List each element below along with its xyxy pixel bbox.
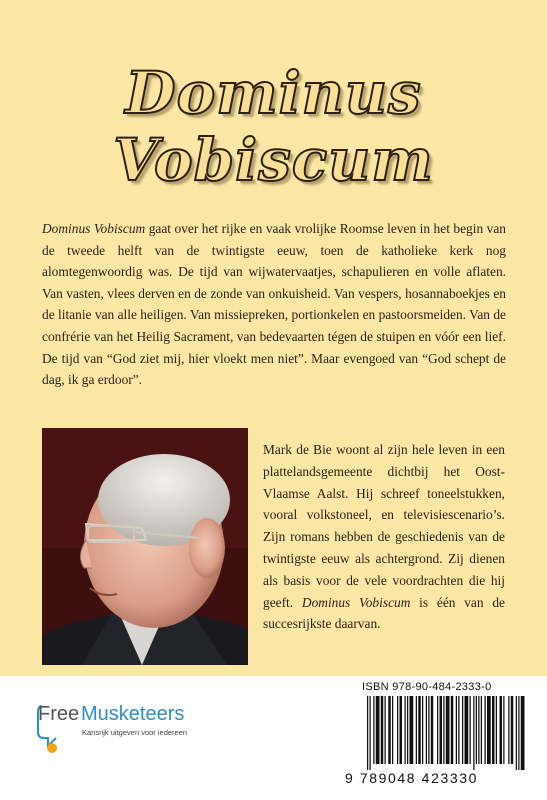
barcode-bar — [485, 696, 486, 764]
barcode-bar — [500, 696, 503, 764]
blurb-text: gaat over het rijke en vaak vrolijke Roomse leven in het begin van de tweede helft van de twintigste eeuw, toen de katholieke kerk nog alomtegenwoordig was. De tijd van wijwatervaatjes, schapulieren en volle aflaten. Van vasten, vlees derven en de zonde van onkuisheid. Van vespers, hosannaboekjes en de litanie van alle heiligen. Van missiepreken, portionkelen en pastoorsmeiden. Van de confrérie van het Heilig Sacrament, van bedevaarten tégen de stuipen en vóór een lief. De tijd van “God ziet mij, hier vloekt men niet”. Maar evengoed van “God schept de dag, ik ga erdoor”. — [42, 221, 507, 388]
barcode-bar — [456, 696, 457, 764]
barcode-bar — [388, 696, 391, 764]
barcode-bar — [481, 696, 482, 764]
barcode-bar — [376, 696, 380, 764]
bio-book-title: Dominus Vobiscum — [301, 594, 411, 610]
barcode-bar — [470, 696, 471, 764]
barcode-bar — [407, 696, 408, 764]
barcode-number: 9 789048 423330 — [345, 770, 478, 786]
author-bio — [263, 439, 505, 635]
barcode-bar — [458, 696, 459, 764]
author-photo — [42, 428, 248, 665]
barcode-bar — [478, 696, 479, 764]
barcode-bar — [385, 696, 386, 764]
bio-text-2: is één van de succesrijkste daarvan. — [263, 594, 505, 632]
barcode-bar — [381, 696, 384, 764]
barcode-bar — [367, 696, 368, 770]
barcode-bar — [431, 696, 434, 764]
barcode-bar — [496, 696, 497, 764]
barcode-bar — [518, 696, 519, 770]
cover-title-line2: Vobiscum — [113, 126, 434, 194]
barcode-bar — [511, 696, 514, 764]
publisher-name-free: Free — [38, 703, 80, 725]
bio-text-1: Mark de Bie woont al zijn hele leven in een plattelandsgemeente dichtbij het Oost-Vlaamse Aalst. Hij schreef toneelstukken, vooral volkstoneel, en televisiescenario’s. Zijn romans hebben de geschiedenis van de twintigste eeuw als achtergrond. Zij dienen als basis voor de vele voordrachten die hij geeft. — [263, 442, 505, 610]
isbn-label: ISBN 978-90-484-2333-0 — [362, 681, 492, 693]
barcode — [365, 696, 525, 772]
book-blurb — [42, 218, 506, 391]
barcode-bar — [370, 696, 371, 770]
barcode-bar — [487, 696, 491, 764]
barcode-bar — [405, 696, 406, 764]
barcode-bar — [508, 696, 509, 764]
barcode-bar — [492, 696, 495, 764]
barcode-bar — [465, 696, 469, 764]
barcode-bar — [400, 696, 403, 764]
barcode-bar — [516, 696, 517, 770]
barcode-bar — [473, 696, 474, 770]
barcode-bar — [476, 696, 477, 764]
barcode-bar — [422, 696, 423, 764]
barcode-bar — [451, 696, 454, 764]
blurb-book-title: Dominus Vobiscum — [42, 221, 146, 236]
barcode-bar — [462, 696, 463, 764]
barcode-bar — [440, 696, 443, 764]
barcode-bar — [392, 696, 393, 764]
barcode-bar — [397, 696, 398, 764]
barcode-bar — [446, 696, 450, 764]
barcode-bar — [418, 696, 421, 764]
barcode-bar — [426, 696, 427, 764]
barcode-bar — [521, 696, 525, 770]
barcode-bar — [437, 696, 438, 764]
barcode-bar — [373, 696, 374, 764]
barcode-bar — [503, 696, 504, 764]
cover-title-line1: Dominus — [125, 59, 422, 127]
barcode-bar — [410, 696, 414, 764]
barcode-bar — [443, 696, 444, 764]
author-photo-illustration — [42, 428, 248, 665]
publisher-name-musketeers: Musketeers — [81, 703, 185, 725]
publisher-tagline: Kansrijk uitgeven voor iedereen — [82, 728, 188, 737]
barcode-bar — [416, 696, 417, 764]
barcode-bar — [428, 696, 429, 764]
